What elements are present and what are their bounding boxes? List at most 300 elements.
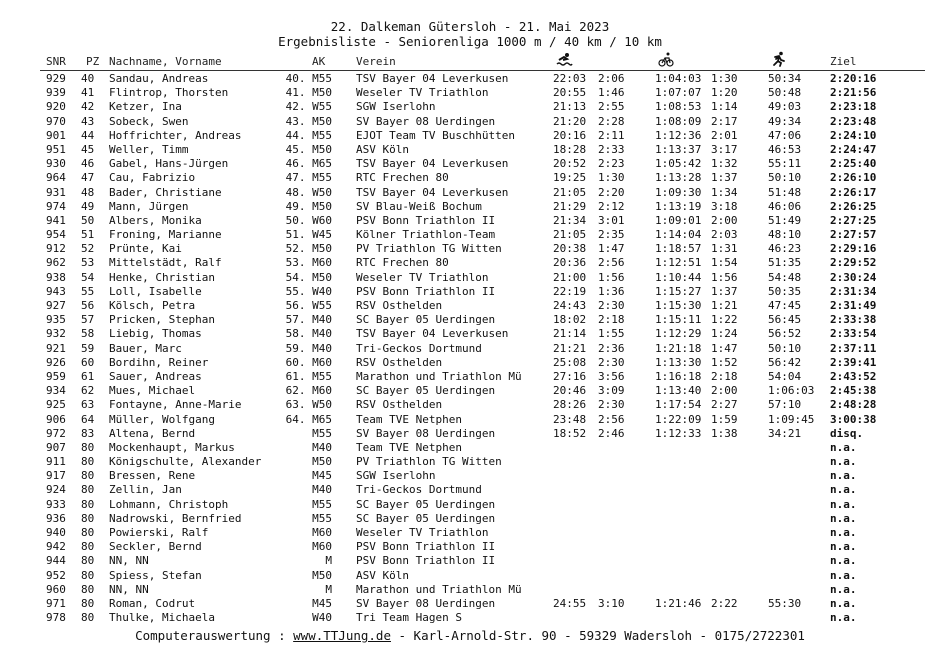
cell-ak: 52. M50 xyxy=(285,242,332,256)
cell-swim-split: 1:56 xyxy=(598,270,625,284)
cell-ak: 42. W55 xyxy=(285,100,332,114)
cell-run-time: 47:06 xyxy=(768,128,802,142)
cell-snr: 978 xyxy=(46,611,66,625)
cell-swim-split: 2:06 xyxy=(598,72,625,85)
cell-swim-time: 18:28 xyxy=(553,142,587,156)
cell-run-time: 50:35 xyxy=(768,284,802,298)
cell-swim-split: 2:18 xyxy=(598,313,625,327)
cell-pz: 80 xyxy=(81,440,95,454)
cell-swim-split: 2:20 xyxy=(598,185,625,199)
cell-swim-split: 2:30 xyxy=(598,398,625,412)
cell-verein: Weseler TV Triathlon xyxy=(356,270,489,284)
cell-snr: 917 xyxy=(46,469,66,483)
table-row xyxy=(0,413,940,427)
table-row xyxy=(0,512,940,526)
cell-name: Bordihn, Reiner xyxy=(109,355,209,369)
cell-ziel: 2:29:16 xyxy=(830,242,877,256)
cell-ziel: n.a. xyxy=(830,596,857,610)
cell-swim-time: 25:08 xyxy=(553,355,587,369)
cell-bike-time: 1:07:07 xyxy=(655,86,702,100)
cell-snr: 960 xyxy=(46,582,66,596)
cell-snr: 930 xyxy=(46,157,66,171)
table-row xyxy=(0,242,940,256)
cell-swim-time: 21:05 xyxy=(553,228,587,242)
cell-name: Froning, Marianne xyxy=(109,228,222,242)
cell-ziel: 2:26:10 xyxy=(830,171,877,185)
cell-ziel: 2:39:41 xyxy=(830,355,877,369)
cell-verein: PSV Bonn Triathlon II xyxy=(356,540,496,554)
table-row xyxy=(0,256,940,270)
cell-ziel: n.a. xyxy=(830,540,857,554)
cell-bike-split: 1:22 xyxy=(711,313,738,327)
cell-swim-time: 21:00 xyxy=(553,270,587,284)
cell-run-time: 50:34 xyxy=(768,72,802,85)
cell-snr: 921 xyxy=(46,341,66,355)
cell-name: Bressen, Rene xyxy=(109,469,196,483)
footer-website-link[interactable]: www.TTJung.de xyxy=(293,628,391,643)
cell-ak: M40 xyxy=(312,483,332,497)
table-row xyxy=(0,313,940,327)
cell-name: Mues, Michael xyxy=(109,384,196,398)
cell-ak: M50 xyxy=(312,455,332,469)
cell-pz: 45 xyxy=(81,142,95,156)
cell-pz: 80 xyxy=(81,469,95,483)
cell-verein: RSV Osthelden xyxy=(356,355,443,369)
cell-bike-split: 1:37 xyxy=(711,284,738,298)
cell-ziel: 2:24:47 xyxy=(830,142,877,156)
cell-run-time: 54:48 xyxy=(768,270,802,284)
cell-ziel: 2:24:10 xyxy=(830,128,877,142)
cell-ak: 43. M50 xyxy=(285,114,332,128)
cell-run-time: 46:06 xyxy=(768,199,802,213)
cell-name: Roman, Codrut xyxy=(109,596,196,610)
cell-name: Sauer, Andreas xyxy=(109,369,202,383)
cell-run-time: 51:35 xyxy=(768,256,802,270)
cell-bike-time: 1:22:09 xyxy=(655,412,702,426)
cell-run-time: 50:48 xyxy=(768,86,802,100)
cell-ak: M55 xyxy=(312,511,332,525)
table-row xyxy=(0,526,940,540)
cell-verein: SGW Iserlohn xyxy=(356,100,436,114)
cell-snr: 970 xyxy=(46,114,66,128)
cell-pz: 80 xyxy=(81,611,95,625)
cell-swim-time: 21:29 xyxy=(553,199,587,213)
cell-bike-split: 2:17 xyxy=(711,114,738,128)
cell-swim-split: 2:30 xyxy=(598,355,625,369)
cell-ak: 54. M50 xyxy=(285,270,332,284)
table-row xyxy=(0,171,940,185)
cell-run-time: 48:10 xyxy=(768,228,802,242)
cell-run-time: 1:09:45 xyxy=(768,412,815,426)
cell-verein: ASV Köln xyxy=(356,142,409,156)
cell-ziel: 2:20:16 xyxy=(830,72,877,85)
cell-run-time: 47:45 xyxy=(768,299,802,312)
cell-run-time: 55:30 xyxy=(768,596,802,610)
cell-verein: Weseler TV Triathlon xyxy=(356,86,489,100)
cell-bike-time: 1:17:54 xyxy=(655,398,702,412)
cell-swim-time: 27:16 xyxy=(553,369,587,383)
cell-bike-time: 1:13:28 xyxy=(655,171,702,185)
cell-swim-split: 2:36 xyxy=(598,341,625,355)
cell-verein: Tri-Geckos Dortmund xyxy=(356,341,482,355)
cell-ak: M45 xyxy=(312,596,332,610)
cell-verein: Team TVE Netphen xyxy=(356,440,462,454)
cell-bike-time: 1:08:09 xyxy=(655,114,702,128)
cell-pz: 63 xyxy=(81,398,95,412)
cell-snr: 927 xyxy=(46,299,66,312)
cell-bike-split: 1:21 xyxy=(711,299,738,312)
table-row xyxy=(0,157,940,171)
cell-snr: 938 xyxy=(46,270,66,284)
cell-verein: SV Blau-Weiß Bochum xyxy=(356,199,482,213)
cell-bike-time: 1:13:19 xyxy=(655,199,702,213)
cell-name: NN, NN xyxy=(109,554,149,568)
cell-swim-time: 23:48 xyxy=(553,412,587,426)
cell-pz: 80 xyxy=(81,540,95,554)
cell-verein: SV Bayer 08 Uerdingen xyxy=(356,114,496,128)
cell-bike-split: 2:03 xyxy=(711,228,738,242)
table-row xyxy=(0,597,940,611)
cell-swim-split: 1:36 xyxy=(598,284,625,298)
cell-ziel: 2:23:18 xyxy=(830,100,877,114)
cell-name: NN, NN xyxy=(109,582,149,596)
cell-ak: M55 xyxy=(312,426,332,440)
cell-run-time: 34:21 xyxy=(768,426,802,440)
cell-swim-split: 2:56 xyxy=(598,256,625,270)
cell-snr: 932 xyxy=(46,327,66,341)
cell-pz: 48 xyxy=(81,185,95,199)
cell-snr: 907 xyxy=(46,440,66,454)
cell-ziel: 2:26:25 xyxy=(830,199,877,213)
cell-snr: 971 xyxy=(46,596,66,610)
cell-name: Spiess, Stefan xyxy=(109,568,202,582)
cell-snr: 912 xyxy=(46,242,66,256)
cell-verein: TSV Bayer 04 Leverkusen xyxy=(356,185,509,199)
cell-swim-time: 18:52 xyxy=(553,426,587,440)
cell-pz: 56 xyxy=(81,299,95,312)
header-snr: SNR xyxy=(46,55,66,68)
cell-ak: 64. M65 xyxy=(285,412,332,426)
cell-swim-time: 21:14 xyxy=(553,327,587,341)
cell-swim-time: 20:52 xyxy=(553,157,587,171)
cell-swim-time: 21:13 xyxy=(553,100,587,114)
cell-bike-time: 1:10:44 xyxy=(655,270,702,284)
cell-ziel: n.a. xyxy=(830,568,857,582)
cell-ziel: n.a. xyxy=(830,497,857,511)
table-row xyxy=(0,554,940,568)
cell-pz: 51 xyxy=(81,228,95,242)
run-icon xyxy=(770,51,786,67)
cell-bike-time: 1:21:18 xyxy=(655,341,702,355)
table-row xyxy=(0,441,940,455)
cell-run-time: 51:48 xyxy=(768,185,802,199)
cell-bike-time: 1:15:11 xyxy=(655,313,702,327)
cell-bike-time: 1:13:30 xyxy=(655,355,702,369)
cell-ak: M60 xyxy=(312,540,332,554)
cell-name: Nadrowski, Bernfried xyxy=(109,511,242,525)
document-subtitle: Ergebnisliste - Seniorenliga 1000 m / 40 km / 10 km xyxy=(278,34,662,49)
cell-verein: PV Triathlon TG Witten xyxy=(356,242,502,256)
cell-ziel: 2:25:40 xyxy=(830,157,877,171)
table-row xyxy=(0,356,940,370)
cell-name: Mann, Jürgen xyxy=(109,199,189,213)
cell-swim-split: 2:12 xyxy=(598,199,625,213)
cell-verein: Weseler TV Triathlon xyxy=(356,526,489,539)
cell-ziel: disq. xyxy=(830,426,864,440)
cell-verein: PSV Bonn Triathlon II xyxy=(356,284,496,298)
cell-snr: 906 xyxy=(46,412,66,426)
cell-ziel: 2:23:48 xyxy=(830,114,877,128)
cell-bike-time: 1:12:36 xyxy=(655,128,702,142)
cell-swim-split: 2:35 xyxy=(598,228,625,242)
header-ziel: Ziel xyxy=(830,55,857,68)
cell-pz: 80 xyxy=(81,554,95,568)
cell-bike-split: 3:18 xyxy=(711,199,738,213)
cell-snr: 952 xyxy=(46,568,66,582)
cell-verein: TSV Bayer 04 Leverkusen xyxy=(356,72,509,85)
cell-snr: 933 xyxy=(46,497,66,511)
cell-bike-split: 1:54 xyxy=(711,256,738,270)
cell-pz: 80 xyxy=(81,455,95,469)
cell-pz: 60 xyxy=(81,355,95,369)
cell-name: Liebig, Thomas xyxy=(109,327,202,341)
cell-snr: 959 xyxy=(46,369,66,383)
cell-bike-time: 1:12:29 xyxy=(655,327,702,341)
document-title: 22. Dalkeman Gütersloh - 21. Mai 2023 xyxy=(330,19,610,34)
footer-address: - Karl-Arnold-Str. 90 - 59329 Wadersloh - 0175/2722301 xyxy=(390,628,805,643)
cell-ziel: 2:33:54 xyxy=(830,327,877,341)
cell-name: Bader, Christiane xyxy=(109,185,222,199)
cell-name: Flintrop, Thorsten xyxy=(109,86,229,100)
table-row xyxy=(0,427,940,441)
cell-bike-time: 1:15:30 xyxy=(655,299,702,312)
cell-name: Powierski, Ralf xyxy=(109,526,209,539)
cell-bike-split: 3:17 xyxy=(711,142,738,156)
cell-ak: 58. M40 xyxy=(285,327,332,341)
cell-verein: RSV Osthelden xyxy=(356,299,443,312)
table-row xyxy=(0,540,940,554)
cell-snr: 941 xyxy=(46,213,66,227)
cell-swim-time: 21:34 xyxy=(553,213,587,227)
header-pz: PZ xyxy=(86,55,100,68)
cell-bike-time: 1:12:33 xyxy=(655,426,702,440)
cell-swim-time: 21:20 xyxy=(553,114,587,128)
cell-ak: 51. W45 xyxy=(285,228,332,242)
header-name: Nachname, Vorname xyxy=(109,55,222,68)
cell-bike-split: 2:00 xyxy=(711,384,738,398)
cell-bike-split: 2:01 xyxy=(711,128,738,142)
cell-ak: 63. W50 xyxy=(285,398,332,412)
cell-ak: 57. M40 xyxy=(285,313,332,327)
cell-ak: M45 xyxy=(312,469,332,483)
cell-snr: 929 xyxy=(46,72,66,85)
cell-pz: 80 xyxy=(81,568,95,582)
cell-ak: 41. M50 xyxy=(285,86,332,100)
cell-verein: EJOT Team TV Buschhütten xyxy=(356,128,515,142)
cell-ak: 40. M55 xyxy=(285,72,332,85)
cell-swim-split: 2:46 xyxy=(598,426,625,440)
cell-swim-split: 2:11 xyxy=(598,128,625,142)
cell-bike-split: 1:20 xyxy=(711,86,738,100)
cell-name: Müller, Wolfgang xyxy=(109,412,215,426)
cell-ziel: n.a. xyxy=(830,611,857,625)
table-row xyxy=(0,115,940,129)
cell-ak: 62. M60 xyxy=(285,384,332,398)
cell-ziel: 2:37:11 xyxy=(830,341,877,355)
cell-snr: 901 xyxy=(46,128,66,142)
cell-ziel: 2:30:24 xyxy=(830,270,877,284)
cell-swim-split: 3:09 xyxy=(598,384,625,398)
cell-swim-split: 2:56 xyxy=(598,412,625,426)
cell-ziel: 2:21:56 xyxy=(830,86,877,100)
cell-pz: 61 xyxy=(81,369,95,383)
cell-bike-time: 1:21:46 xyxy=(655,596,702,610)
cell-ak: 44. M55 xyxy=(285,128,332,142)
cell-ak: 50. W60 xyxy=(285,213,332,227)
cell-pz: 55 xyxy=(81,284,95,298)
cell-name: Ketzer, Ina xyxy=(109,100,182,114)
cell-run-time: 56:45 xyxy=(768,313,802,327)
table-row xyxy=(0,327,940,341)
cell-swim-time: 28:26 xyxy=(553,398,587,412)
cell-bike-time: 1:09:01 xyxy=(655,213,702,227)
cell-snr: 931 xyxy=(46,185,66,199)
cell-ak: 47. M55 xyxy=(285,171,332,185)
cell-bike-time: 1:18:57 xyxy=(655,242,702,256)
cell-swim-split: 2:33 xyxy=(598,142,625,156)
table-row xyxy=(0,214,940,228)
cell-verein: SC Bayer 05 Uerdingen xyxy=(356,511,496,525)
cell-snr: 964 xyxy=(46,171,66,185)
cell-swim-split: 2:55 xyxy=(598,100,625,114)
cell-swim-time: 21:05 xyxy=(553,185,587,199)
cell-run-time: 50:10 xyxy=(768,171,802,185)
table-row xyxy=(0,398,940,412)
table-header xyxy=(0,55,940,69)
cell-name: Sandau, Andreas xyxy=(109,72,209,85)
table-row xyxy=(0,370,940,384)
cell-ak: 60. M60 xyxy=(285,355,332,369)
table-row xyxy=(0,611,940,625)
cell-pz: 80 xyxy=(81,483,95,497)
cell-bike-time: 1:13:40 xyxy=(655,384,702,398)
cell-bike-time: 1:09:30 xyxy=(655,185,702,199)
cell-name: Henke, Christian xyxy=(109,270,215,284)
cell-verein: RSV Osthelden xyxy=(356,398,443,412)
cell-ak: M55 xyxy=(312,497,332,511)
cell-snr: 939 xyxy=(46,86,66,100)
cell-verein: Marathon und Triathlon Mü xyxy=(356,369,522,383)
cell-swim-split: 3:56 xyxy=(598,369,625,383)
cell-swim-split: 3:01 xyxy=(598,213,625,227)
cell-verein: Tri Team Hagen S xyxy=(356,611,462,625)
cell-bike-split: 1:56 xyxy=(711,270,738,284)
cell-pz: 64 xyxy=(81,412,95,426)
cell-bike-time: 1:08:53 xyxy=(655,100,702,114)
table-row xyxy=(0,455,940,469)
table-row xyxy=(0,583,940,597)
cell-snr: 911 xyxy=(46,455,66,469)
cell-ak: 56. W55 xyxy=(285,299,332,312)
cell-bike-split: 1:31 xyxy=(711,242,738,256)
cell-bike-time: 1:14:04 xyxy=(655,228,702,242)
cell-name: Seckler, Bernd xyxy=(109,540,202,554)
cell-pz: 80 xyxy=(81,526,95,539)
cell-pz: 43 xyxy=(81,114,95,128)
cell-snr: 951 xyxy=(46,142,66,156)
cell-pz: 44 xyxy=(81,128,95,142)
cell-bike-split: 2:00 xyxy=(711,213,738,227)
cell-run-time: 55:11 xyxy=(768,157,802,171)
cell-ziel: 2:45:38 xyxy=(830,384,877,398)
cell-snr: 944 xyxy=(46,554,66,568)
cell-swim-time: 24:55 xyxy=(553,596,587,610)
cell-verein: SC Bayer 05 Uerdingen xyxy=(356,384,496,398)
bike-icon xyxy=(658,51,674,67)
cell-name: Thulke, Michaela xyxy=(109,611,215,625)
cell-verein: Tri-Geckos Dortmund xyxy=(356,483,482,497)
cell-pz: 80 xyxy=(81,596,95,610)
cell-name: Gabel, Hans-Jürgen xyxy=(109,157,229,171)
cell-swim-time: 21:21 xyxy=(553,341,587,355)
cell-swim-time: 20:46 xyxy=(553,384,587,398)
cell-swim-time: 20:36 xyxy=(553,256,587,270)
cell-ak: 61. M55 xyxy=(285,369,332,383)
cell-bike-split: 1:30 xyxy=(711,72,738,85)
cell-pz: 47 xyxy=(81,171,95,185)
table-row xyxy=(0,72,940,86)
cell-pz: 50 xyxy=(81,213,95,227)
cell-verein: RTC Frechen 80 xyxy=(356,256,449,270)
cell-swim-split: 2:30 xyxy=(598,299,625,312)
cell-ak: 59. M40 xyxy=(285,341,332,355)
cell-ziel: n.a. xyxy=(830,469,857,483)
cell-ak: 46. M65 xyxy=(285,157,332,171)
cell-name: Fontayne, Anne-Marie xyxy=(109,398,242,412)
cell-bike-split: 1:47 xyxy=(711,341,738,355)
cell-pz: 54 xyxy=(81,270,95,284)
cell-swim-time: 18:02 xyxy=(553,313,587,327)
cell-run-time: 49:03 xyxy=(768,100,802,114)
table-row xyxy=(0,285,940,299)
cell-verein: SC Bayer 05 Uerdingen xyxy=(356,313,496,327)
table-row xyxy=(0,569,940,583)
cell-snr: 972 xyxy=(46,426,66,440)
cell-run-time: 51:49 xyxy=(768,213,802,227)
table-row xyxy=(0,228,940,242)
cell-pz: 52 xyxy=(81,242,95,256)
cell-run-time: 50:10 xyxy=(768,341,802,355)
cell-verein: RTC Frechen 80 xyxy=(356,171,449,185)
cell-ak: M xyxy=(325,554,332,568)
cell-name: Mittelstädt, Ralf xyxy=(109,256,222,270)
cell-snr: 936 xyxy=(46,511,66,525)
cell-verein: PV Triathlon TG Witten xyxy=(356,455,502,469)
cell-pz: 57 xyxy=(81,313,95,327)
cell-verein: Team TVE Netphen xyxy=(356,412,462,426)
cell-snr: 962 xyxy=(46,256,66,270)
table-row xyxy=(0,271,940,285)
cell-ziel: n.a. xyxy=(830,554,857,568)
table-row xyxy=(0,342,940,356)
header-verein: Verein xyxy=(356,55,396,68)
cell-swim-split: 2:28 xyxy=(598,114,625,128)
cell-ziel: n.a. xyxy=(830,455,857,469)
cell-name: Albers, Monika xyxy=(109,213,202,227)
footer xyxy=(0,628,940,643)
cell-ak: M40 xyxy=(312,440,332,454)
header-divider xyxy=(40,70,925,71)
